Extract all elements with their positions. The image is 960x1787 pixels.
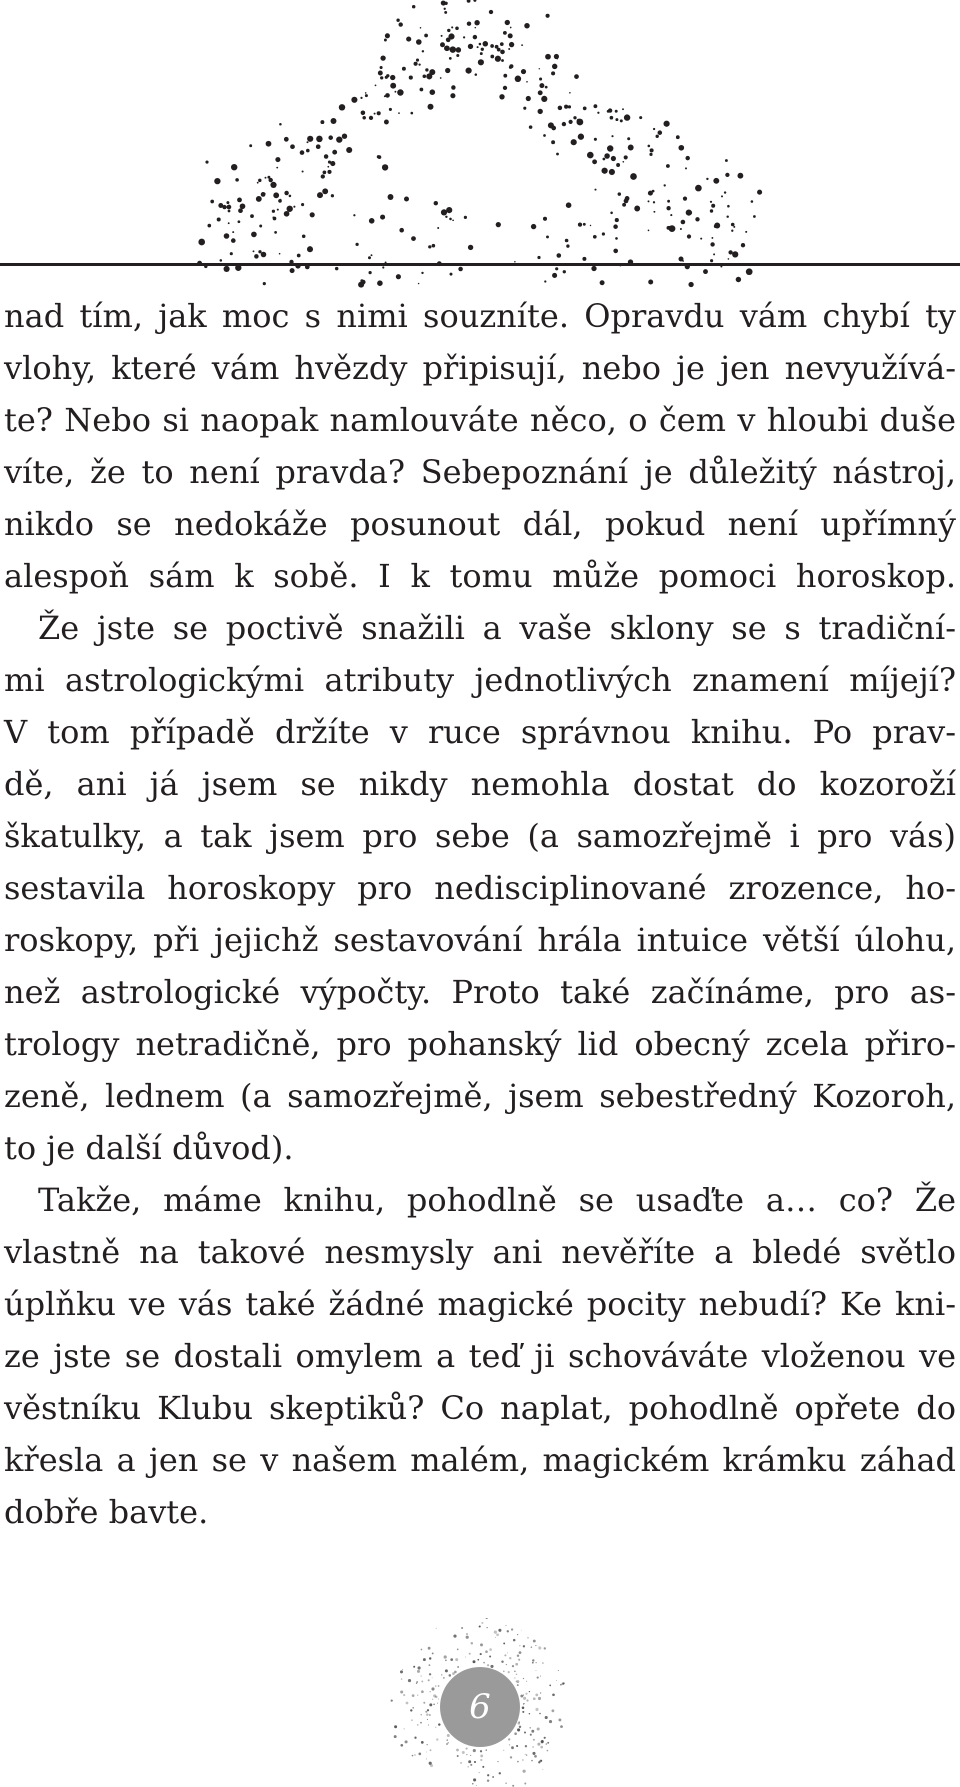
text-line: věstníku Klubu skeptiků? Co naplat, pohodlně opřete do	[4, 1389, 956, 1427]
text-line: roskopy, při jejichž sestavování hrála intuice větší úlohu,	[4, 921, 956, 959]
text-line: křesla a jen se v našem malém, magickém krámku záhad	[4, 1441, 956, 1479]
text-line: te? Nebo si naopak namlouváte něco, o čem v hloubi duše	[4, 401, 956, 439]
text-line: škatulky, a tak jsem pro sebe (a samozřejmě i pro vás)	[4, 817, 956, 855]
text-line: nad tím, jak moc s nimi souzníte. Opravdu vám chybí ty	[4, 297, 956, 335]
text-line: sestavila horoskopy pro nedisciplinované zrozence, ho-	[4, 869, 956, 907]
text-line: zeně, lednem (a samozřejmě, jsem sebestředný Kozoroh,	[4, 1077, 956, 1115]
text-line: alespoň sám k sobě. I k tomu může pomoci horoskop.	[4, 557, 956, 595]
text-line: nikdo se nedokáže posunout dál, pokud není upřímný	[4, 505, 956, 543]
text-line: mi astrologickými atributy jednotlivých znamení míjejí?	[4, 661, 956, 699]
text-line: víte, že to není pravda? Sebepoznání je důležitý nástroj,	[4, 453, 956, 491]
text-line: úplňku ve vás také žádné magické pocity nebudí? Ke kni-	[4, 1285, 956, 1323]
body-text	[4, 290, 956, 1538]
text-line: to je další důvod).	[4, 1129, 294, 1167]
star-dust-roof-ornament	[0, 0, 960, 300]
text-line: trology netradičně, pro pohanský lid obecný zcela přiro-	[4, 1025, 956, 1063]
header-rule	[0, 263, 960, 266]
text-line: Takže, máme knihu, pohodlně se usaďte a… co? Že	[38, 1181, 956, 1219]
text-line: dě, ani já jsem se nikdy nemohla dostat do kozoroží	[4, 765, 956, 803]
text-line: ze jste se dostali omylem a teď ji schováváte vloženou ve	[4, 1337, 956, 1375]
page-number: 6	[469, 1687, 491, 1727]
text-line: než astrologické výpočty. Proto také začínáme, pro as-	[4, 973, 956, 1011]
text-line: Že jste se poctivě snažili a vaše sklony se s tradiční-	[38, 609, 956, 647]
text-line: V tom případě držíte v ruce správnou knihu. Po prav-	[4, 713, 956, 751]
star-dust-dots	[197, 0, 762, 288]
text-line: vlastně na takové nesmysly ani nevěříte a bledé světlo	[4, 1233, 956, 1271]
text-line: vlohy, které vám hvězdy připisují, nebo je jen nevyužívá-	[4, 349, 956, 387]
text-line: dobře bavte.	[4, 1493, 209, 1531]
